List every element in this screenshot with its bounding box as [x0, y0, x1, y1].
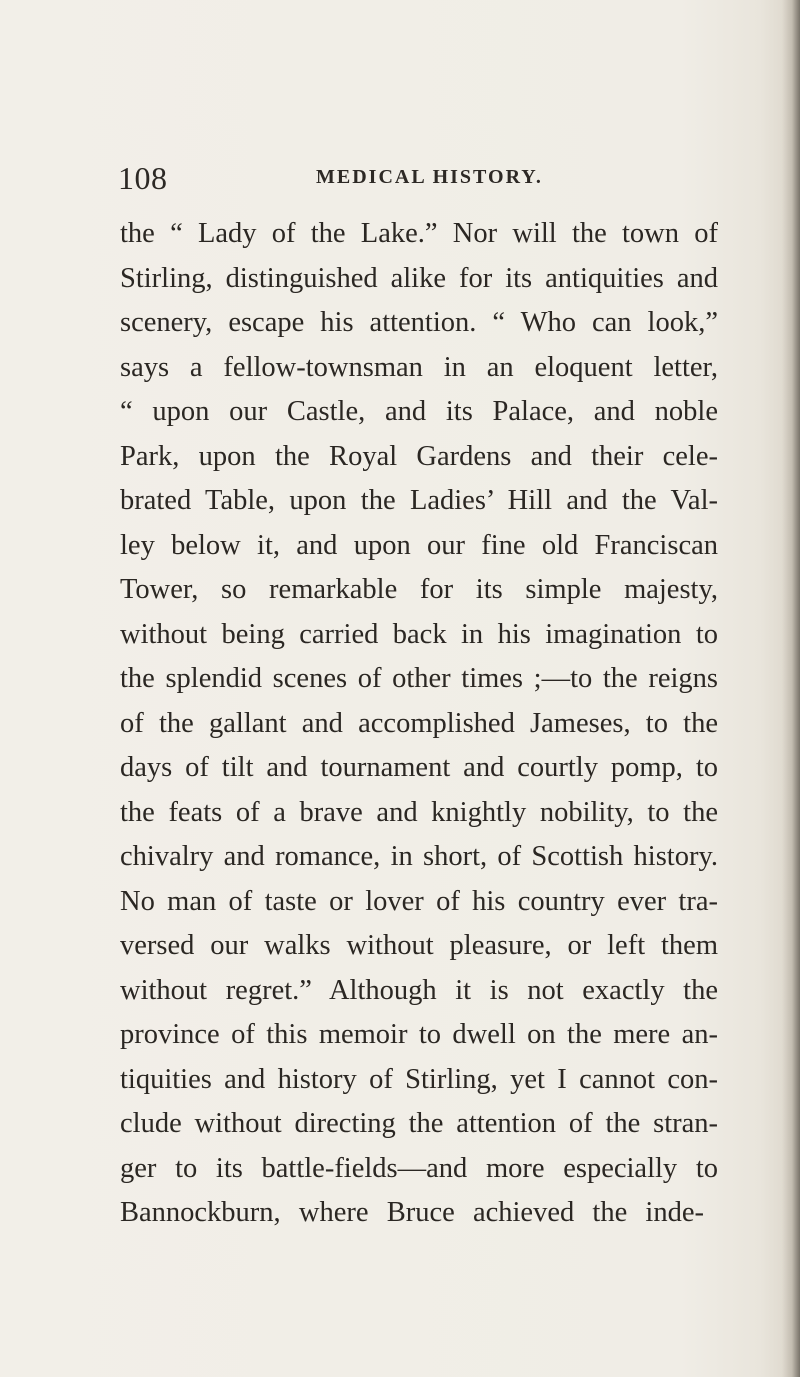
text-line: says a fellow-townsman in an eloquent letter, — [120, 351, 718, 383]
text-line: versed our walks without pleasure, or left them — [120, 930, 718, 961]
text-line: brated Table, upon the Ladies’ Hill and the Val- — [120, 485, 718, 516]
text-line: clude without directing the attention of the stran- — [120, 1108, 718, 1139]
body-text — [120, 212, 718, 1236]
text-line: chivalry and romance, in short, of Scottish history. — [120, 841, 718, 872]
text-line: tiquities and history of Stirling, yet I cannot con- — [120, 1063, 718, 1095]
text-line: without being carried back in his imagination to — [120, 618, 718, 650]
text-line: “ upon our Castle, and its Palace, and noble — [120, 396, 718, 427]
running-title: MEDICAL HISTORY. — [316, 166, 543, 188]
text-line: Park, upon the Royal Gardens and their cele- — [120, 440, 718, 472]
text-line: scenery, escape his attention. “ Who can look,” — [120, 307, 718, 338]
text-line: ger to its battle-fields—and more especially to — [120, 1152, 718, 1184]
text-line: Bannockburn, where Bruce achieved the inde- — [120, 1197, 704, 1228]
text-line: the feats of a brave and knightly nobility, to the — [120, 796, 718, 828]
text-line: Tower, so remarkable for its simple majesty, — [120, 574, 718, 605]
text-line: No man of taste or lover of his country ever tra- — [120, 885, 718, 917]
text-line: the splendid scenes of other times ;—to the reigns — [120, 663, 718, 694]
text-line: province of this memoir to dwell on the mere an- — [120, 1019, 718, 1050]
text-line: ley below it, and upon our fine old Franciscan — [120, 529, 718, 561]
text-line: Stirling, distinguished alike for its antiquities and — [120, 262, 718, 294]
page-edge-shadow — [782, 0, 800, 1377]
text-line: the “ Lady of the Lake.” Nor will the town of — [120, 218, 718, 249]
text-line: days of tilt and tournament and courtly pomp, to — [120, 752, 718, 783]
text-line: without regret.” Although it is not exactly the — [120, 974, 718, 1006]
running-head — [0, 160, 800, 194]
text-line: of the gallant and accomplished Jameses, to the — [120, 707, 718, 739]
page-number: 108 — [118, 160, 168, 196]
